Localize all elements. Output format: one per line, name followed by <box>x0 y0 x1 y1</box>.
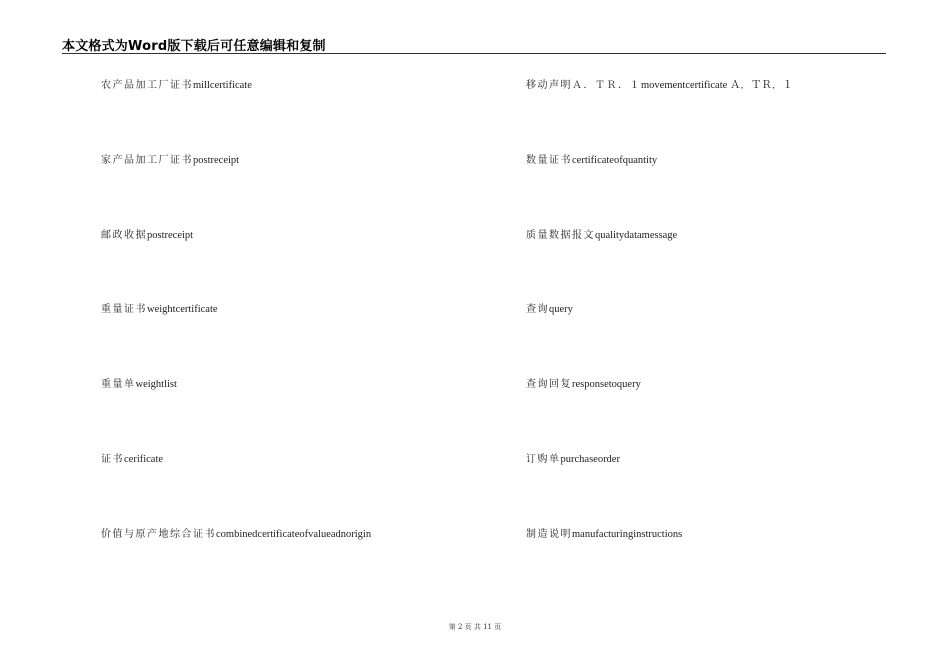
entry-en: weightcertificate <box>147 304 218 315</box>
entry-right-1 <box>526 80 793 92</box>
entry-zh: 查询回复 <box>526 379 572 390</box>
entry-en: postreceipt <box>147 230 194 241</box>
entry-en: weightlist <box>135 379 177 390</box>
entry-right-2 <box>526 155 657 167</box>
entry-en: certificateofquantity <box>572 155 658 166</box>
entry-en: cerificate <box>124 454 164 465</box>
entry-en: postreceipt <box>193 155 240 166</box>
entry-zh: 数量证书 <box>526 155 572 166</box>
entry-zh: 移动声明Ａ．ＴＲ．１ <box>526 80 641 91</box>
entry-zh: 价值与原产地综合证书 <box>101 529 216 540</box>
entry-zh: 制造说明 <box>526 529 572 540</box>
entry-left-3 <box>101 230 193 242</box>
entry-zh: 重量证书 <box>101 304 147 315</box>
entry-zh: 家产品加工厂证书 <box>101 155 193 166</box>
entry-en: query <box>549 304 573 315</box>
entry-zh: 质量数据报文 <box>526 230 595 241</box>
entry-right-6 <box>526 454 620 466</box>
page-header-title: 本文格式为Word版下载后可任意编辑和复制 <box>62 39 326 54</box>
entry-right-7 <box>526 529 682 541</box>
entry-zh: 农产品加工厂证书 <box>101 80 193 91</box>
entry-left-6 <box>101 454 163 466</box>
page-number-footer: 第 2 页 共 11 页 <box>448 623 502 631</box>
entry-left-5 <box>101 379 177 391</box>
entry-en: millcertificate <box>193 80 252 91</box>
entry-zh: 重量单 <box>101 379 136 390</box>
entry-en: qualitydatamessage <box>595 230 678 241</box>
entry-zh: 查询 <box>526 304 549 315</box>
entry-left-7 <box>101 529 371 541</box>
entry-en: manufacturinginstructions <box>572 529 683 540</box>
entry-zh: 订购单 <box>526 454 561 465</box>
entry-zh: 邮政收据 <box>101 230 147 241</box>
entry-right-4 <box>526 304 573 316</box>
entry-en: purchaseorder <box>560 454 620 465</box>
entry-left-4 <box>101 304 218 316</box>
entry-left-2 <box>101 155 239 167</box>
entry-en: combinedcertificateofvalueadnorigin <box>216 529 372 540</box>
header-divider <box>62 53 886 54</box>
entry-left-1 <box>101 80 252 92</box>
entry-en: responsetoquery <box>572 379 641 390</box>
entry-right-5 <box>526 379 641 391</box>
entry-zh: 证书 <box>101 454 124 465</box>
entry-en: movementcertificate Ａ．ＴＲ．１ <box>641 80 793 91</box>
entry-right-3 <box>526 230 677 242</box>
